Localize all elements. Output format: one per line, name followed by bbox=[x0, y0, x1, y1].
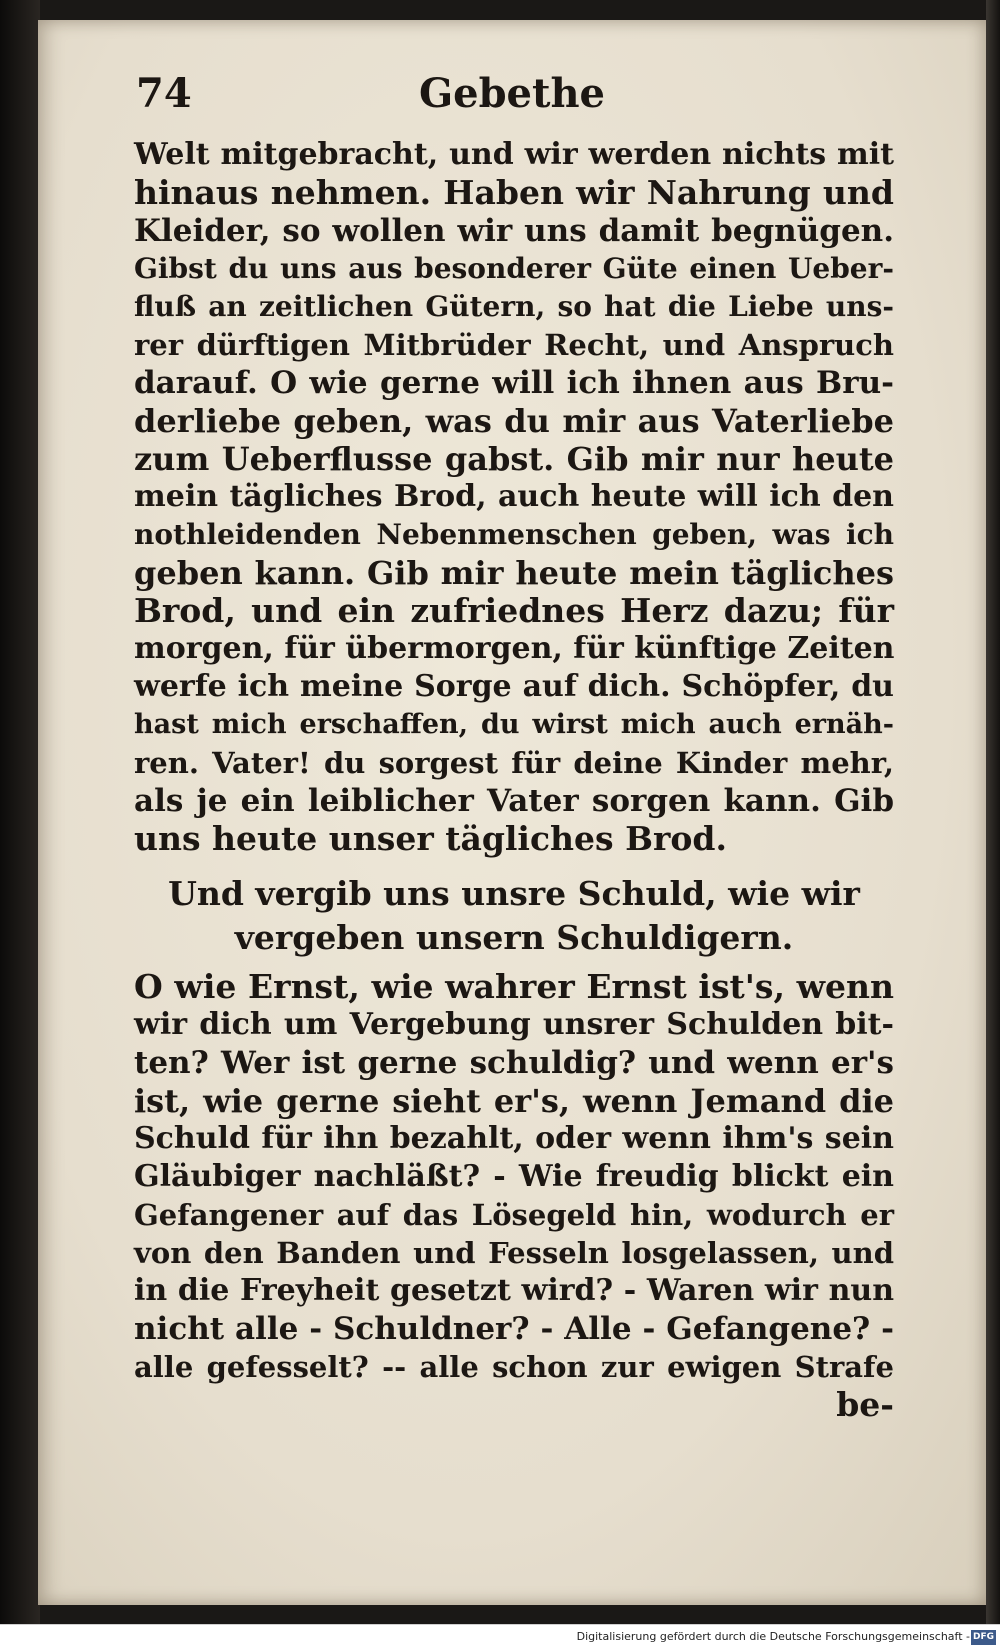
text-line: darauf. O wie gerne will ich ihnen aus Bru- bbox=[134, 365, 894, 401]
text-line: Gläubiger nachläßt? - Wie freudig blickt ein bbox=[134, 1159, 894, 1194]
text-line: alle gefesselt? -- alle schon zur ewigen Strafe bbox=[134, 1350, 894, 1384]
digitization-footer bbox=[0, 1624, 1000, 1651]
text-line: hast mich erschaffen, du wirst mich auch ernäh- bbox=[134, 709, 894, 740]
text-line: Gibst du uns aus besonderer Güte einen Ueber- bbox=[134, 252, 894, 285]
text-line: Kleider, so wollen wir uns damit begnügen. bbox=[134, 213, 894, 249]
text-line: Gefangener auf das Lösegeld hin, wodurch er bbox=[134, 1198, 894, 1232]
text-line: wir dich um Vergebung unsrer Schulden bit- bbox=[134, 1007, 894, 1042]
text-line: mein tägliches Brod, auch heute will ich den bbox=[134, 479, 894, 514]
text-line: geben kann. Gib mir heute mein tägliches bbox=[134, 554, 894, 592]
section-heading bbox=[134, 872, 894, 960]
text-line: Brod, und ein zufriednes Herz dazu; für bbox=[134, 591, 894, 630]
footer-credit: Digitalisierung gefördert durch die Deutsche Forschungsgemeinschaft - bbox=[576, 1630, 970, 1643]
text-line: zum Ueberflusse gabst. Gib mir nur heute bbox=[134, 440, 894, 478]
text-line: in die Freyheit gesetzt wird? - Waren wir nun bbox=[134, 1273, 894, 1308]
text-line: nicht alle - Schuldner? - Alle - Gefangene? - bbox=[134, 1311, 894, 1347]
text-line: morgen, für übermorgen, für künftige Zeiten bbox=[134, 631, 895, 666]
text-line: Welt mitgebracht, und wir werden nichts mit bbox=[134, 137, 894, 172]
text-line: O wie Ernst, wie wahrer Ernst ist's, wenn bbox=[134, 967, 894, 1006]
text-line: rer dürftigen Mitbrüder Recht, und Anspruch bbox=[134, 328, 894, 362]
book-page bbox=[38, 20, 986, 1605]
text-line: ren. Vater! du sorgest für deine Kinder mehr, bbox=[134, 746, 894, 780]
text-line: Schuld für ihn bezahlt, oder wenn ihm's sein bbox=[134, 1121, 894, 1156]
text-line: werfe ich meine Sorge auf dich. Schöpfer, du bbox=[134, 669, 894, 704]
heading-line: vergeben unsern Schuldigern. bbox=[234, 918, 794, 957]
paragraph-2 bbox=[134, 968, 894, 1424]
text-line: ist, wie gerne sieht er's, wenn Jemand die bbox=[134, 1082, 894, 1120]
scan-edge-right bbox=[986, 0, 1000, 1651]
running-head: Gebethe bbox=[418, 70, 606, 117]
text-line: fluß an zeitlichen Gütern, so hat die Liebe uns- bbox=[134, 290, 894, 323]
heading-line: Und vergib uns unsre Schuld, wie wir bbox=[168, 874, 860, 913]
dfg-logo-icon: DFG bbox=[971, 1630, 996, 1645]
text-line: uns heute unser tägliches Brod. bbox=[134, 819, 727, 858]
text-line: hinaus nehmen. Haben wir Nahrung und bbox=[134, 173, 894, 212]
page-header bbox=[38, 70, 986, 130]
page-number: 74 bbox=[136, 70, 192, 117]
text-line: derliebe geben, was du mir aus Vaterliebe bbox=[134, 402, 894, 440]
text-line: ten? Wer ist gerne schuldig? und wenn er's bbox=[134, 1045, 894, 1081]
text-line: als je ein leiblicher Vater sorgen kann. Gib bbox=[134, 783, 894, 819]
text-line: nothleidenden Nebenmenschen geben, was ich bbox=[134, 518, 894, 551]
text-line: von den Banden und Fesseln losgelassen, und bbox=[134, 1236, 894, 1270]
scan-edge-left bbox=[0, 0, 40, 1651]
catchword: be- bbox=[836, 1385, 894, 1424]
paragraph-1 bbox=[134, 136, 894, 858]
